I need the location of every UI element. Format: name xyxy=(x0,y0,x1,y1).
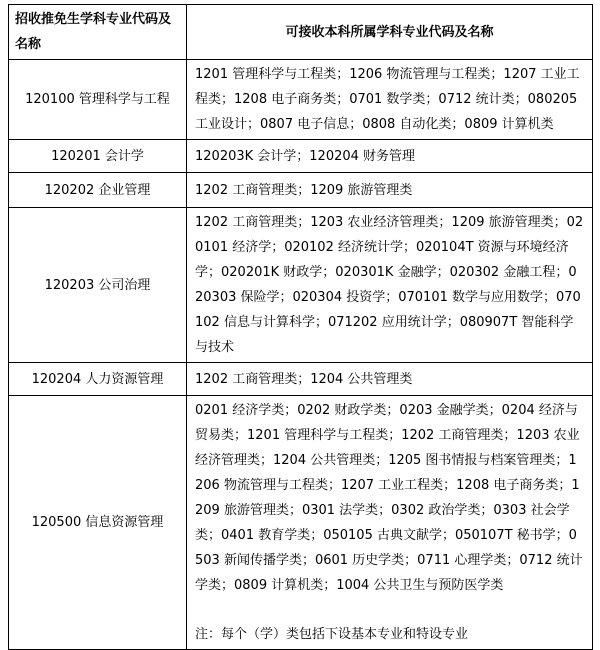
header-accepted-undergrad-major: 可接收本科所属学科专业代码及名称 xyxy=(187,5,593,60)
accepts-cell: 1202 工商管理类；1203 农业经济管理类；1209 旅游管理类；020101 经济学；020102 经济统计学；020104T 资源与环境经济学；020201K 财政学；020301K 金融学；020302 金融工程；020303 保险学；020304 投资学；070101 数学与应用数学；070102 信息与计算科学；071202 应用统计学；080907T 智能科学与技术 xyxy=(187,208,593,363)
accepts-cell: 1202 工商管理类；1209 旅游管理类 xyxy=(187,173,593,208)
header-recruit-major: 招收推免生学科专业代码及名称 xyxy=(9,5,187,60)
table-note: 注：每个（学）类包括下设基本专业和特设专业 xyxy=(195,627,469,642)
accepts-cell: 120203K 会计学；120204 财务管理 xyxy=(187,140,593,173)
table-row xyxy=(9,208,593,363)
accepts-cell xyxy=(187,396,593,650)
table-row xyxy=(9,363,593,396)
accepts-cell: 1201 管理科学与工程类；1206 物流管理与工程类；1207 工业工程类；1208 电子商务类；0701 数学类；0712 统计类；080205 工业设计；0807 电子信息；0808 自动化类；0809 计算机类 xyxy=(187,60,593,140)
major-cell: 120202 企业管理 xyxy=(9,173,187,208)
major-cell: 120204 人力资源管理 xyxy=(9,363,187,396)
majors-table xyxy=(8,4,593,650)
table-row xyxy=(9,60,593,140)
table-row xyxy=(9,396,593,650)
major-cell: 120100 管理科学与工程 xyxy=(9,60,187,140)
table-row xyxy=(9,173,593,208)
major-cell: 120203 公司治理 xyxy=(9,208,187,363)
accepts-text: 0201 经济学类；0202 财政学类；0203 金融学类；0204 经济与贸易类；1201 管理科学与工程类；1202 工商管理类；1203 农业经济管理类；1204 公共管理类；1205 图书情报与档案管理类；1206 物流管理与工程类；1207 工业工程类；1208 电子商务类；1209 旅游管理类；0301 法学类；0302 政治学类；0303 社会学类；0401 教育学类；050105 古典文献学；050107T 秘书学；0503 新闻传播学类；0601 历史学类；0711 心理学类；0712 统计学类；0809 计算机类；1004 公共卫生与预防医学类 xyxy=(195,403,583,593)
major-cell: 120201 会计学 xyxy=(9,140,187,173)
accepts-cell: 1202 工商管理类；1204 公共管理类 xyxy=(187,363,593,396)
major-cell: 120500 信息资源管理 xyxy=(9,396,187,650)
table-header-row xyxy=(9,5,593,60)
table-row xyxy=(9,140,593,173)
